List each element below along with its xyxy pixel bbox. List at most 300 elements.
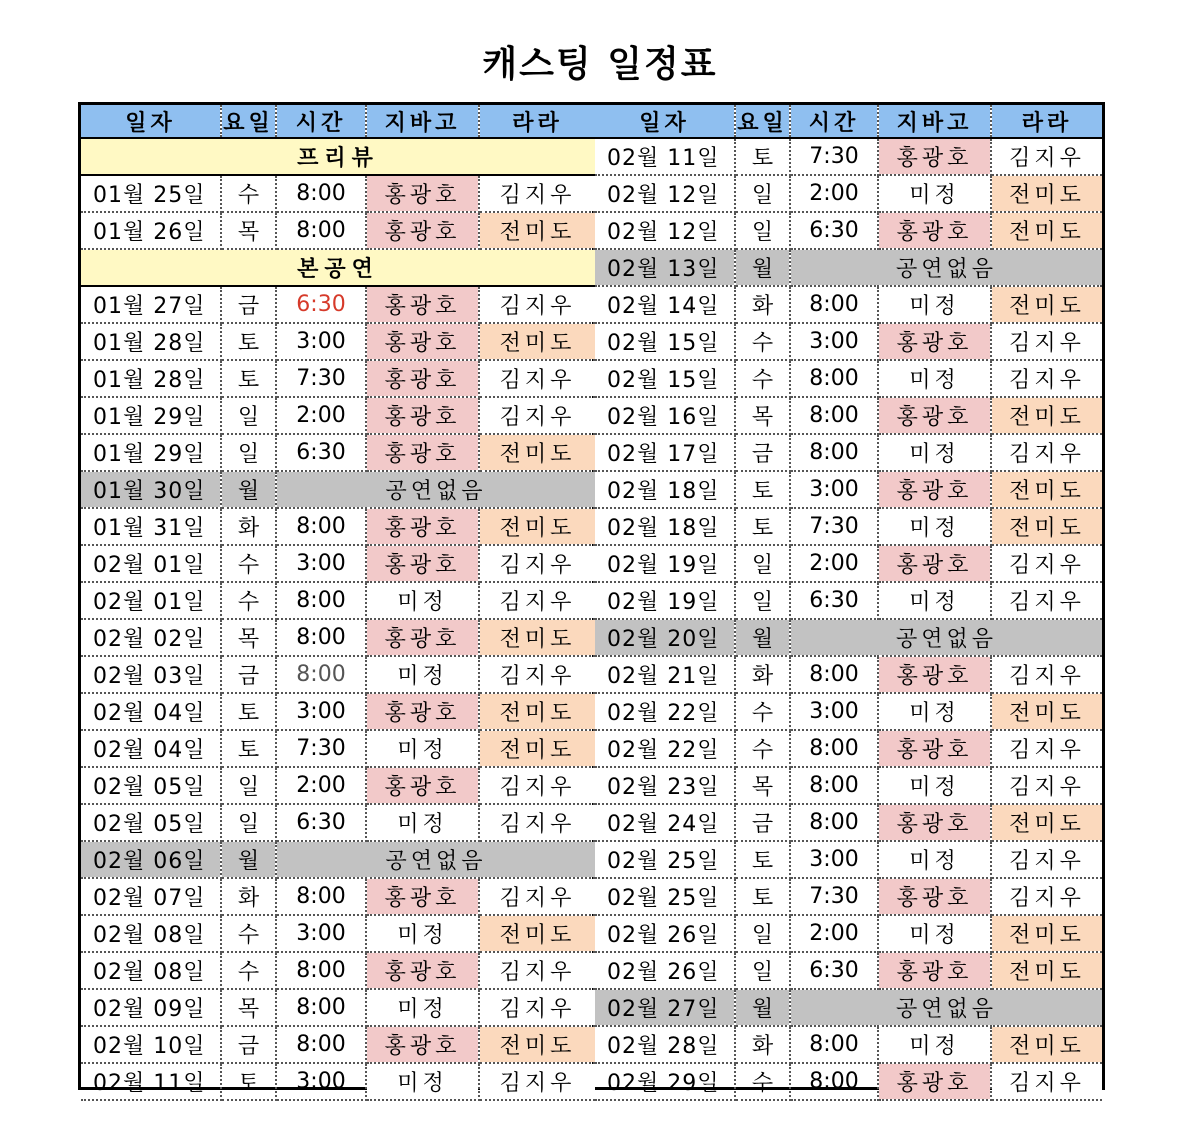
lara-cast-cell: 김지우 [479,1063,595,1100]
date-cell: 02월 01일 [81,545,221,582]
date-cell: 02월 14일 [595,286,735,323]
time-cell: 8:00 [790,286,878,323]
jivago-cast-cell: 홍광호 [366,952,479,989]
day-cell: 목 [735,767,790,804]
lara-cast-cell: 김지우 [991,360,1102,397]
day-cell: 금 [221,286,276,323]
day-cell: 일 [221,804,276,841]
page-title: 캐스팅 일정표 [482,44,718,85]
no-show-row [595,989,1102,1026]
jivago-cast-cell: 홍광호 [366,360,479,397]
day-cell: 금 [221,1026,276,1063]
jivago-cast-cell: 홍광호 [366,323,479,360]
time-cell: 3:00 [276,323,366,360]
day-cell: 금 [221,656,276,693]
schedule-row [81,434,595,471]
lara-cast-cell: 전미도 [991,286,1102,323]
lara-cast-cell: 전미도 [991,212,1102,249]
day-cell: 목 [221,619,276,656]
day-cell: 일 [221,767,276,804]
day-cell: 월 [735,619,790,656]
no-show-label: 공연없음 [276,471,595,508]
lara-cast-cell: 전미도 [991,508,1102,545]
no-show-row [595,619,1102,656]
header-date: 일자 [81,105,221,138]
schedule-row [81,1026,595,1063]
lara-cast-cell: 김지우 [991,1063,1102,1100]
header-day: 요일 [221,105,276,138]
date-cell: 02월 28일 [595,1026,735,1063]
jivago-cast-cell: 홍광호 [366,545,479,582]
time-cell: 3:00 [276,693,366,730]
header-time: 시간 [790,105,878,138]
date-cell: 02월 02일 [81,619,221,656]
date-cell: 02월 15일 [595,360,735,397]
date-cell: 01월 25일 [81,175,221,212]
no-show-row [81,471,595,508]
day-cell: 일 [735,915,790,952]
lara-cast-cell: 김지우 [991,730,1102,767]
schedule-row [595,286,1102,323]
lara-cast-cell: 김지우 [479,360,595,397]
schedule-row [595,915,1102,952]
date-cell: 02월 11일 [595,138,735,175]
date-cell: 02월 18일 [595,508,735,545]
lara-cast-cell: 전미도 [479,212,595,249]
jivago-cast-cell: 미정 [366,656,479,693]
schedule-row [81,915,595,952]
day-cell: 일 [221,397,276,434]
time-cell: 7:30 [276,730,366,767]
jivago-cast-cell: 미정 [366,989,479,1026]
time-cell: 3:00 [790,841,878,878]
section-label: 프리뷰 [81,138,595,175]
schedule-row [81,545,595,582]
date-cell: 01월 30일 [81,471,221,508]
date-cell: 02월 19일 [595,545,735,582]
day-cell: 토 [735,138,790,175]
lara-cast-cell: 전미도 [991,804,1102,841]
header-row [595,105,1102,138]
date-cell: 02월 25일 [595,878,735,915]
time-cell: 8:00 [790,1026,878,1063]
jivago-cast-cell: 홍광호 [366,1026,479,1063]
time-cell: 6:30 [276,434,366,471]
date-cell: 01월 31일 [81,508,221,545]
lara-cast-cell: 김지우 [991,545,1102,582]
schedule-row [81,656,595,693]
lara-cast-cell: 김지우 [479,952,595,989]
time-cell: 6:30 [790,952,878,989]
date-cell: 02월 16일 [595,397,735,434]
day-cell: 토 [735,878,790,915]
time-cell: 7:30 [790,138,878,175]
section-row [81,138,595,175]
schedule-row [595,582,1102,619]
schedule-row [595,175,1102,212]
header-lara: 라라 [991,105,1102,138]
jivago-cast-cell: 미정 [366,582,479,619]
day-cell: 월 [221,471,276,508]
day-cell: 화 [735,286,790,323]
date-cell: 02월 17일 [595,434,735,471]
date-cell: 02월 04일 [81,730,221,767]
date-cell: 01월 28일 [81,323,221,360]
jivago-cast-cell: 미정 [878,582,991,619]
day-cell: 수 [221,175,276,212]
header-row [81,105,595,138]
lara-cast-cell: 전미도 [479,323,595,360]
schedule-row [595,138,1102,175]
day-cell: 수 [735,730,790,767]
lara-cast-cell: 김지우 [479,804,595,841]
date-cell: 01월 29일 [81,434,221,471]
time-cell: 8:00 [790,767,878,804]
lara-cast-cell: 전미도 [991,915,1102,952]
time-cell: 2:00 [276,397,366,434]
schedule-row [81,989,595,1026]
jivago-cast-cell: 홍광호 [366,175,479,212]
day-cell: 금 [735,434,790,471]
day-cell: 수 [221,545,276,582]
time-cell: 8:00 [790,1063,878,1100]
schedule-table-right [595,105,1102,1101]
day-cell: 월 [735,249,790,286]
time-cell: 2:00 [790,175,878,212]
time-cell: 6:30 [790,582,878,619]
jivago-cast-cell: 미정 [878,175,991,212]
time-cell: 8:00 [276,582,366,619]
time-cell: 3:00 [276,915,366,952]
lara-cast-cell: 김지우 [479,989,595,1026]
day-cell: 화 [735,1026,790,1063]
jivago-cast-cell: 홍광호 [878,471,991,508]
lara-cast-cell: 김지우 [479,582,595,619]
day-cell: 목 [221,212,276,249]
schedule-row [595,508,1102,545]
lara-cast-cell: 전미도 [479,693,595,730]
jivago-cast-cell: 홍광호 [878,397,991,434]
lara-cast-cell: 김지우 [479,286,595,323]
section-row [81,249,595,286]
day-cell: 토 [221,730,276,767]
date-cell: 02월 25일 [595,841,735,878]
jivago-cast-cell: 홍광호 [366,286,479,323]
header-jivago: 지바고 [878,105,991,138]
time-cell: 8:00 [276,878,366,915]
lara-cast-cell: 김지우 [479,878,595,915]
schedule-row [595,767,1102,804]
lara-cast-cell: 전미도 [479,434,595,471]
date-cell: 02월 26일 [595,952,735,989]
jivago-cast-cell: 홍광호 [366,878,479,915]
date-cell: 02월 05일 [81,767,221,804]
time-cell: 3:00 [276,545,366,582]
jivago-cast-cell: 홍광호 [878,804,991,841]
lara-cast-cell: 김지우 [991,138,1102,175]
schedule-row [81,804,595,841]
time-cell: 3:00 [276,1063,366,1100]
time-cell: 6:30 [276,804,366,841]
lara-cast-cell: 김지우 [991,582,1102,619]
day-cell: 토 [221,360,276,397]
date-cell: 02월 12일 [595,212,735,249]
day-cell: 수 [735,360,790,397]
header-lara: 라라 [479,105,595,138]
lara-cast-cell: 김지우 [991,323,1102,360]
jivago-cast-cell: 미정 [878,915,991,952]
date-cell: 01월 29일 [81,397,221,434]
time-cell: 8:00 [276,952,366,989]
header-date: 일자 [595,105,735,138]
schedule-row [595,471,1102,508]
no-show-label: 공연없음 [790,989,1102,1026]
lara-cast-cell: 전미도 [991,952,1102,989]
day-cell: 일 [735,952,790,989]
time-cell: 8:00 [790,656,878,693]
jivago-cast-cell: 홍광호 [878,878,991,915]
day-cell: 토 [221,693,276,730]
day-cell: 수 [221,582,276,619]
schedule-row [81,952,595,989]
lara-cast-cell: 김지우 [479,767,595,804]
jivago-cast-cell: 미정 [878,841,991,878]
lara-cast-cell: 전미도 [479,915,595,952]
schedule-row [81,212,595,249]
lara-cast-cell: 김지우 [479,397,595,434]
schedule-row [81,878,595,915]
date-cell: 02월 12일 [595,175,735,212]
jivago-cast-cell: 홍광호 [878,730,991,767]
date-cell: 02월 06일 [81,841,221,878]
time-cell: 8:00 [790,730,878,767]
schedule-row [81,730,595,767]
schedule-row [595,545,1102,582]
date-cell: 02월 08일 [81,915,221,952]
time-cell: 3:00 [790,323,878,360]
schedule-row [595,804,1102,841]
jivago-cast-cell: 홍광호 [366,619,479,656]
lara-cast-cell: 김지우 [991,656,1102,693]
jivago-cast-cell: 홍광호 [366,693,479,730]
date-cell: 02월 10일 [81,1026,221,1063]
schedule-row [595,212,1102,249]
time-cell: 8:00 [790,434,878,471]
schedule-row [595,434,1102,471]
time-cell: 8:00 [276,989,366,1026]
jivago-cast-cell: 홍광호 [878,545,991,582]
jivago-cast-cell: 홍광호 [366,508,479,545]
time-cell: 8:00 [790,804,878,841]
date-cell: 02월 22일 [595,730,735,767]
time-cell: 2:00 [276,767,366,804]
time-cell: 6:30 [276,286,366,323]
date-cell: 02월 21일 [595,656,735,693]
date-cell: 02월 15일 [595,323,735,360]
day-cell: 토 [735,841,790,878]
day-cell: 수 [221,915,276,952]
time-cell: 7:30 [790,878,878,915]
time-cell: 2:00 [790,915,878,952]
schedule-row [595,730,1102,767]
jivago-cast-cell: 미정 [366,730,479,767]
jivago-cast-cell: 미정 [366,804,479,841]
jivago-cast-cell: 미정 [878,434,991,471]
date-cell: 01월 26일 [81,212,221,249]
day-cell: 수 [221,952,276,989]
day-cell: 화 [221,878,276,915]
lara-cast-cell: 전미도 [991,693,1102,730]
date-cell: 02월 04일 [81,693,221,730]
jivago-cast-cell: 미정 [878,693,991,730]
time-cell: 8:00 [790,397,878,434]
date-cell: 02월 05일 [81,804,221,841]
header-day: 요일 [735,105,790,138]
lara-cast-cell: 김지우 [991,841,1102,878]
jivago-cast-cell: 홍광호 [878,323,991,360]
day-cell: 일 [735,212,790,249]
schedule-row [595,397,1102,434]
lara-cast-cell: 김지우 [479,175,595,212]
date-cell: 02월 19일 [595,582,735,619]
date-cell: 02월 08일 [81,952,221,989]
time-cell: 8:00 [276,1026,366,1063]
no-show-label: 공연없음 [276,841,595,878]
day-cell: 화 [735,656,790,693]
schedule-row [81,693,595,730]
date-cell: 02월 23일 [595,767,735,804]
jivago-cast-cell: 홍광호 [878,138,991,175]
jivago-cast-cell: 미정 [878,286,991,323]
day-cell: 토 [735,471,790,508]
jivago-cast-cell: 홍광호 [878,212,991,249]
date-cell: 02월 18일 [595,471,735,508]
schedule-right-half [595,105,1102,1096]
lara-cast-cell: 김지우 [991,767,1102,804]
schedule-row [595,656,1102,693]
no-show-label: 공연없음 [790,619,1102,656]
date-cell: 02월 27일 [595,989,735,1026]
date-cell: 02월 09일 [81,989,221,1026]
day-cell: 수 [735,323,790,360]
schedule-table-left [81,105,595,1101]
lara-cast-cell: 김지우 [991,878,1102,915]
no-show-label: 공연없음 [790,249,1102,286]
time-cell: 3:00 [790,471,878,508]
time-cell: 7:30 [276,360,366,397]
jivago-cast-cell: 미정 [878,360,991,397]
lara-cast-cell: 전미도 [479,508,595,545]
date-cell: 02월 01일 [81,582,221,619]
jivago-cast-cell: 홍광호 [878,656,991,693]
time-cell: 3:00 [790,693,878,730]
date-cell: 02월 29일 [595,1063,735,1100]
time-cell: 8:00 [276,175,366,212]
time-cell: 2:00 [790,545,878,582]
section-label: 본공연 [81,249,595,286]
lara-cast-cell: 김지우 [479,656,595,693]
schedule-row [81,286,595,323]
day-cell: 목 [221,989,276,1026]
jivago-cast-cell: 홍광호 [366,767,479,804]
day-cell: 토 [221,323,276,360]
schedule-row [595,1026,1102,1063]
date-cell: 02월 24일 [595,804,735,841]
day-cell: 일 [735,175,790,212]
schedule-row [81,508,595,545]
time-cell: 8:00 [276,619,366,656]
schedule-row [595,841,1102,878]
schedule-row [81,175,595,212]
lara-cast-cell: 전미도 [991,1026,1102,1063]
time-cell: 7:30 [790,508,878,545]
lara-cast-cell: 전미도 [479,730,595,767]
jivago-cast-cell: 홍광호 [878,952,991,989]
day-cell: 일 [735,545,790,582]
schedule-row [81,767,595,804]
jivago-cast-cell: 홍광호 [878,1063,991,1100]
schedule-left-half [81,105,595,1096]
schedule-row [81,619,595,656]
day-cell: 수 [735,693,790,730]
date-cell: 01월 27일 [81,286,221,323]
day-cell: 일 [735,582,790,619]
day-cell: 토 [221,1063,276,1100]
time-cell: 8:00 [790,360,878,397]
schedule-row [81,1063,595,1100]
day-cell: 일 [221,434,276,471]
schedule-row [595,1063,1102,1100]
schedule-row [595,693,1102,730]
lara-cast-cell: 전미도 [479,619,595,656]
no-show-row [81,841,595,878]
date-cell: 02월 13일 [595,249,735,286]
header-jivago: 지바고 [366,105,479,138]
time-cell: 6:30 [790,212,878,249]
jivago-cast-cell: 미정 [366,915,479,952]
day-cell: 금 [735,804,790,841]
schedule-row [595,878,1102,915]
day-cell: 목 [735,397,790,434]
day-cell: 화 [221,508,276,545]
time-cell: 8:00 [276,212,366,249]
day-cell: 토 [735,508,790,545]
casting-schedule-sheet [78,102,1105,1096]
schedule-row [595,323,1102,360]
jivago-cast-cell: 미정 [366,1063,479,1100]
schedule-row [81,397,595,434]
jivago-cast-cell: 미정 [878,508,991,545]
lara-cast-cell: 전미도 [991,471,1102,508]
jivago-cast-cell: 홍광호 [366,212,479,249]
date-cell: 02월 11일 [81,1063,221,1100]
date-cell: 01월 28일 [81,360,221,397]
header-time: 시간 [276,105,366,138]
day-cell: 월 [221,841,276,878]
lara-cast-cell: 전미도 [479,1026,595,1063]
time-cell: 8:00 [276,656,366,693]
jivago-cast-cell: 미정 [878,767,991,804]
lara-cast-cell: 김지우 [991,434,1102,471]
day-cell: 월 [735,989,790,1026]
schedule-row [595,952,1102,989]
day-cell: 수 [735,1063,790,1100]
schedule-row [81,360,595,397]
schedule-row [81,323,595,360]
schedule-row [81,582,595,619]
time-cell: 8:00 [276,508,366,545]
date-cell: 02월 22일 [595,693,735,730]
